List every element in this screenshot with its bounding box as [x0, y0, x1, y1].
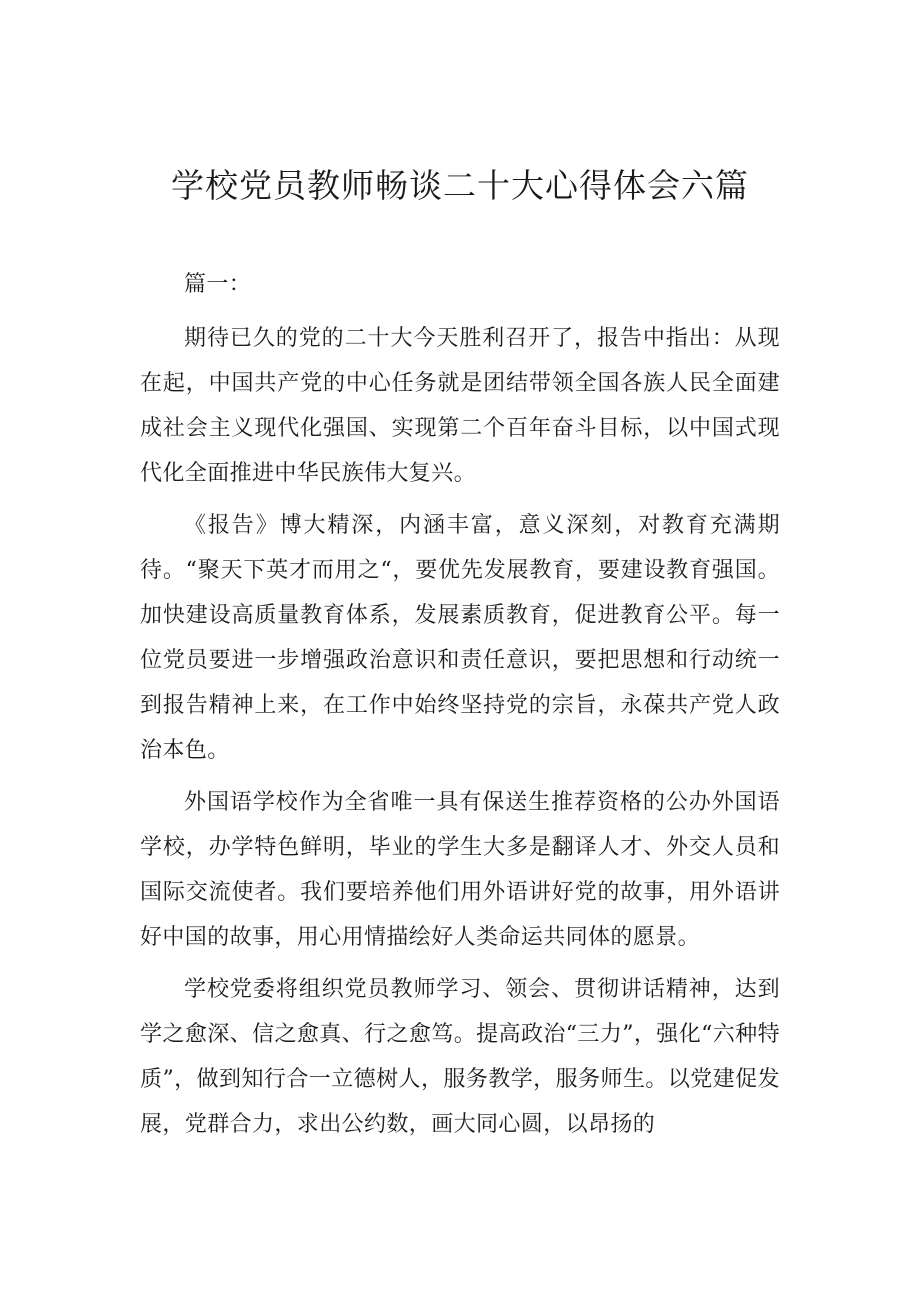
paragraph-4: 学校党委将组织党员教师学习、领会、贯彻讲话精神，达到学之愈深、信之愈真、行之愈笃。提高政治“三力”，强化“六种特质”，做到知行合一立德树人，服务教学，服务师生。以党建促发展，党群合力，求出公约数，画大同心圆，以昂扬的 — [140, 977, 780, 1137]
section-label: 篇一： — [184, 272, 252, 297]
document-title: 学校党员教师畅谈二十大心得体会六篇 — [171, 166, 749, 205]
paragraph-1: 期待已久的党的二十大今天胜利召开了，报告中指出：从现在起，中国共产党的中心任务就是团结带领全国各族人民全面建成社会主义现代化强国、实现第二个百年奋斗目标，以中国式现代化全面推进中华民族伟大复兴。 — [140, 326, 780, 486]
paragraph-2: 《报告》博大精深，内涵丰富，意义深刻，对教育充满期待。“聚天下英才而用之“，要优先发展教育，要建设教育强国。加快建设高质量教育体系，发展素质教育，促进教育公平。每一位党员要进一步增强政治意识和责任意识，要把思想和行动统一到报告精神上来，在工作中始终坚持党的宗旨，永葆共产党人政治本色。 — [140, 513, 780, 763]
document-body — [140, 262, 780, 1154]
paragraph-3: 外国语学校作为全省唯一具有保送生推荐资格的公办外国语学校，办学特色鲜明，毕业的学生大多是翻译人才、外交人员和国际交流使者。我们要培养他们用外语讲好党的故事，用外语讲好中国的故事，用心用情描绘好人类命运共同体的愿景。 — [140, 790, 780, 950]
